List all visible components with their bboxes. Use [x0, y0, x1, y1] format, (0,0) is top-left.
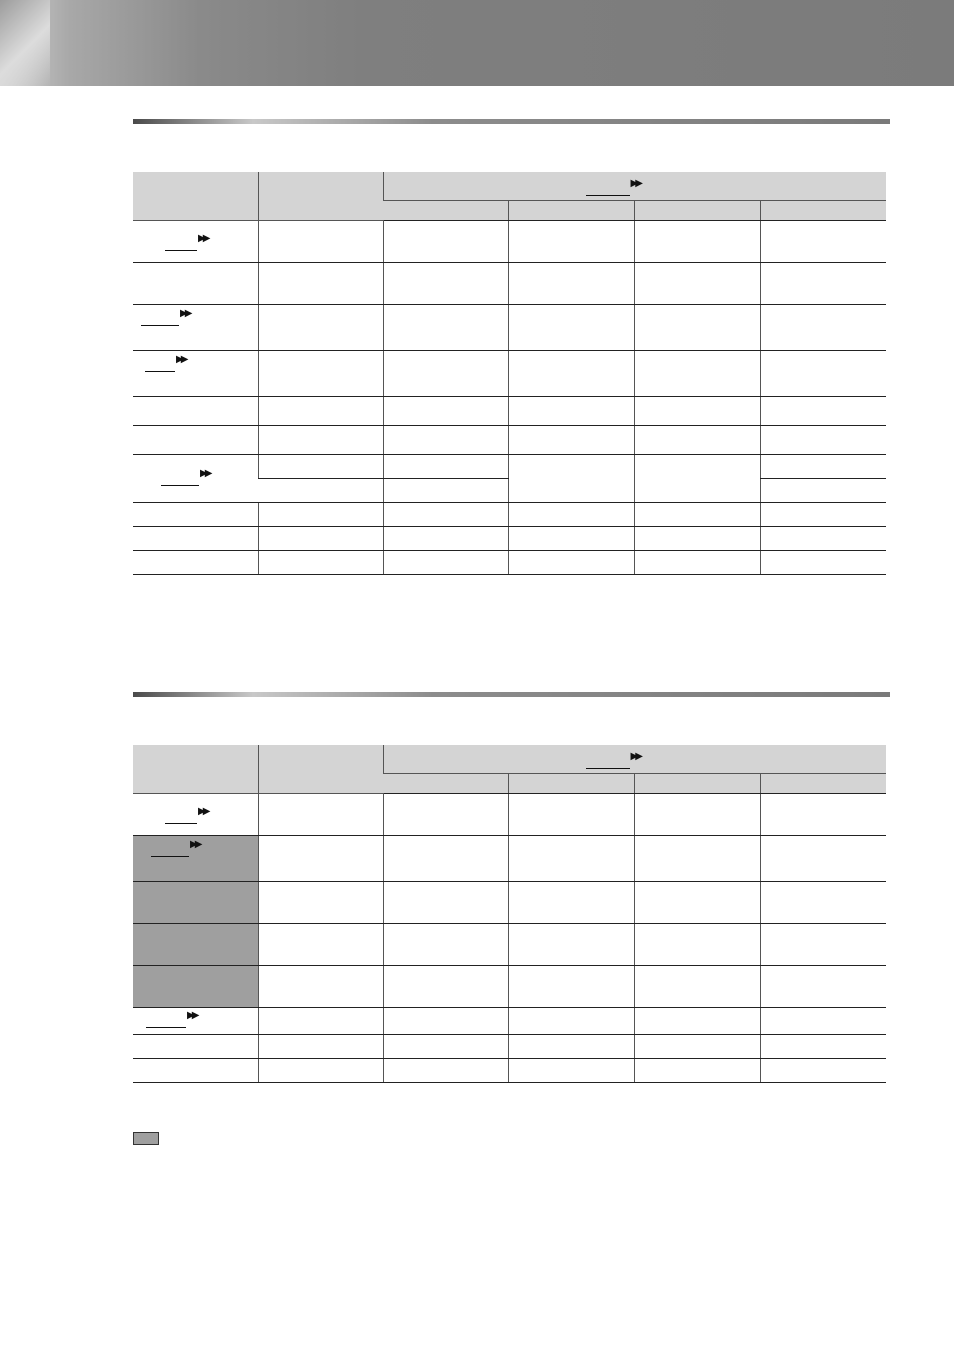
table-cell: [760, 836, 886, 882]
table-cell: [634, 221, 760, 263]
table-cell: [760, 397, 886, 426]
header-cell: [258, 745, 383, 794]
double-arrow-right-icon: ▶▶: [176, 354, 186, 365]
table-cell: [258, 479, 383, 503]
double-arrow-right-icon: ▶▶: [198, 806, 208, 817]
table-cell: [634, 305, 760, 351]
table-cell: [634, 426, 760, 455]
row-label-cell: [133, 551, 258, 575]
table-cell: [508, 263, 634, 305]
table-cell: [760, 426, 886, 455]
row-label-cell: [133, 426, 258, 455]
table-cell: [258, 455, 383, 479]
table-cell: [634, 794, 760, 836]
table-cell: [634, 351, 760, 397]
table-cell: [383, 551, 508, 575]
table-cell: [760, 503, 886, 527]
subheader-cell: [508, 201, 634, 221]
header-cell: [258, 172, 383, 221]
legend-swatch: [133, 1132, 159, 1145]
table-cell: [258, 263, 383, 305]
table-cell-merged: [634, 455, 760, 503]
row-label-cell: [133, 794, 258, 836]
table-row: [133, 305, 886, 351]
table-cell: [258, 351, 383, 397]
table-cell: [760, 1059, 886, 1083]
row-label-cell-highlighted: [133, 924, 258, 966]
table-cell: [383, 1008, 508, 1035]
table-cell: [258, 426, 383, 455]
table-cell: [760, 527, 886, 551]
table-cell: [383, 924, 508, 966]
table-cell: [760, 966, 886, 1008]
table-cell: [760, 1035, 886, 1059]
section-2-rule: [133, 692, 890, 697]
table-cell: [634, 966, 760, 1008]
double-arrow-right-icon: ▶▶: [187, 1010, 197, 1021]
table-cell: [760, 455, 886, 479]
table-cell: [634, 503, 760, 527]
table-row: [133, 426, 886, 455]
table-cell: [383, 527, 508, 551]
table-cell: [760, 1008, 886, 1035]
table-cell: [760, 305, 886, 351]
table-cell: [383, 1059, 508, 1083]
reference-underline: [165, 823, 197, 824]
double-arrow-right-icon: ▶▶: [180, 308, 190, 319]
table-cell: [760, 882, 886, 924]
cross-reference[interactable]: [161, 468, 221, 488]
table-cell: [634, 1008, 760, 1035]
section-1-rule: [133, 119, 890, 124]
table-row: [133, 1059, 886, 1083]
reference-underline: [141, 325, 179, 326]
table-cell-merged: [508, 455, 634, 503]
table-cell: [634, 836, 760, 882]
table-cell: [508, 426, 634, 455]
reference-underline: [151, 856, 189, 857]
table-cell: [258, 305, 383, 351]
cross-reference[interactable]: [586, 751, 646, 771]
table-row: [133, 351, 886, 397]
table-cell: [258, 924, 383, 966]
row-label-cell: [133, 305, 258, 351]
table-cell: [258, 503, 383, 527]
reference-underline: [586, 195, 630, 196]
reference-underline: [146, 1027, 186, 1028]
table-row: [133, 455, 886, 479]
row-label-cell-highlighted: [133, 882, 258, 924]
table-cell: [508, 1059, 634, 1083]
table-row: [133, 794, 886, 836]
row-label-cell: [133, 397, 258, 426]
table-cell: [258, 882, 383, 924]
spec-table-2: [133, 745, 886, 1083]
table-cell: [634, 551, 760, 575]
table-cell: [258, 966, 383, 1008]
row-label-cell: [133, 1059, 258, 1083]
subheader-cell: [508, 774, 634, 794]
double-arrow-right-icon: ▶▶: [200, 468, 210, 479]
double-arrow-right-icon: ▶▶: [190, 839, 200, 850]
double-arrow-right-icon: ▶▶: [198, 233, 208, 244]
table-cell: [383, 263, 508, 305]
table-cell: [634, 397, 760, 426]
table-cell: [508, 527, 634, 551]
table-cell: [508, 924, 634, 966]
table-cell: [508, 351, 634, 397]
table-cell: [508, 794, 634, 836]
table-cell: [508, 305, 634, 351]
cross-reference[interactable]: [165, 806, 225, 826]
table-cell: [760, 221, 886, 263]
row-label-cell: [133, 503, 258, 527]
table-row: [133, 503, 886, 527]
header-group-cell: [383, 745, 886, 774]
row-label-cell: [133, 221, 258, 263]
row-label-cell: [133, 455, 258, 503]
table-row: [133, 966, 886, 1008]
row-label-cell: [133, 263, 258, 305]
table-cell: [383, 882, 508, 924]
table-cell: [258, 836, 383, 882]
table-cell: [508, 1035, 634, 1059]
table-row: [133, 1008, 886, 1035]
cross-reference[interactable]: [146, 1010, 206, 1030]
table-cell: [634, 1059, 760, 1083]
spec-table-1: [133, 172, 886, 575]
table-cell: [383, 455, 508, 479]
table-cell: [258, 397, 383, 426]
reference-underline: [165, 250, 197, 251]
table-cell: [383, 221, 508, 263]
subheader-cell: [760, 201, 886, 221]
table-cell: [258, 1059, 383, 1083]
double-arrow-right-icon: ▶▶: [630, 178, 640, 189]
table-cell: [634, 882, 760, 924]
table-cell: [760, 794, 886, 836]
reference-underline: [161, 485, 199, 486]
table-cell: [258, 794, 383, 836]
table-row: [133, 836, 886, 882]
row-label-cell-highlighted: [133, 836, 258, 882]
table-row: [133, 882, 886, 924]
table-cell: [258, 1008, 383, 1035]
header-group-cell: [383, 172, 886, 201]
table-cell: [760, 924, 886, 966]
table-cell: [634, 1035, 760, 1059]
table-cell: [258, 527, 383, 551]
top-banner: [0, 0, 954, 86]
table-row: [133, 1035, 886, 1059]
header-cell: [133, 172, 258, 221]
cross-reference[interactable]: [145, 354, 205, 374]
table-cell: [508, 1008, 634, 1035]
table-cell: [760, 263, 886, 305]
cross-reference[interactable]: [586, 178, 646, 198]
table-cell: [383, 426, 508, 455]
table-cell: [760, 479, 886, 503]
reference-underline: [586, 768, 630, 769]
table-cell: [760, 351, 886, 397]
subheader-cell: [383, 774, 508, 794]
double-arrow-right-icon: ▶▶: [630, 751, 640, 762]
table-cell: [634, 924, 760, 966]
table-cell: [383, 397, 508, 426]
subheader-cell: [760, 774, 886, 794]
table-cell: [383, 503, 508, 527]
subheader-cell: [634, 774, 760, 794]
row-label-cell-highlighted: [133, 966, 258, 1008]
table-row: [133, 397, 886, 426]
table-cell: [383, 794, 508, 836]
table-cell: [383, 966, 508, 1008]
table-cell: [760, 551, 886, 575]
cross-reference[interactable]: [165, 233, 225, 253]
header-cell: [133, 745, 258, 794]
table-cell: [634, 527, 760, 551]
banner-corner-highlight: [0, 0, 50, 86]
reference-underline: [145, 371, 175, 372]
table-cell: [508, 836, 634, 882]
table-cell: [383, 836, 508, 882]
table-cell: [258, 1035, 383, 1059]
table-cell: [634, 263, 760, 305]
cross-reference[interactable]: [151, 839, 211, 859]
table-cell: [383, 351, 508, 397]
row-label-cell: [133, 351, 258, 397]
row-label-cell: [133, 527, 258, 551]
cross-reference[interactable]: [141, 308, 201, 328]
table-cell: [258, 221, 383, 263]
table-cell: [508, 221, 634, 263]
table-cell: [508, 966, 634, 1008]
table-cell: [508, 503, 634, 527]
table-row: [133, 924, 886, 966]
subheader-cell: [634, 201, 760, 221]
table-row: [133, 263, 886, 305]
subheader-cell: [383, 201, 508, 221]
table-cell: [508, 397, 634, 426]
table-row: [133, 221, 886, 263]
table-cell: [383, 305, 508, 351]
table-cell: [258, 551, 383, 575]
table-row: [133, 527, 886, 551]
table-cell: [508, 882, 634, 924]
table-cell: [508, 551, 634, 575]
table-cell: [383, 1035, 508, 1059]
table-row: [133, 551, 886, 575]
row-label-cell: [133, 1008, 258, 1035]
row-label-cell: [133, 1035, 258, 1059]
table-cell: [383, 479, 508, 503]
